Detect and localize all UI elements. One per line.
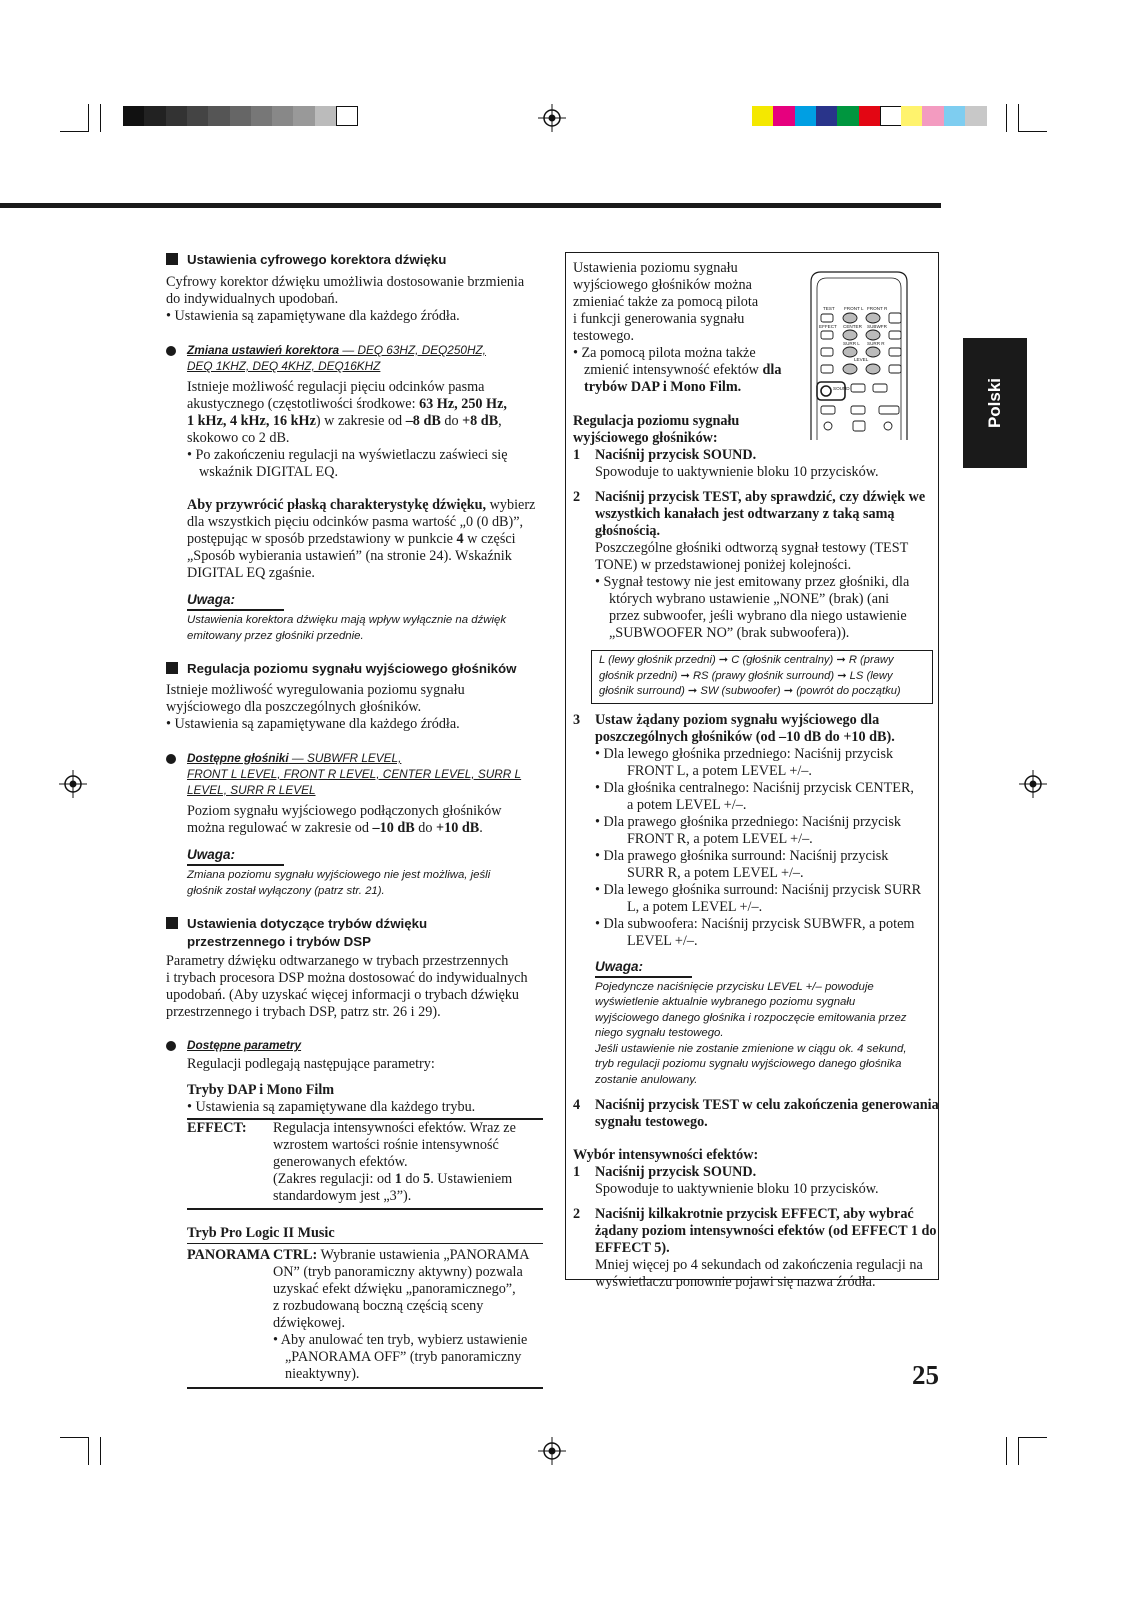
effect-step-1: 1 Naciśnij przycisk SOUND. Spowoduje to uaktywnienie bloku 10 przycisków. <box>573 1164 879 1197</box>
step-4: 4 Naciśnij przycisk TEST w celu zakończenia generowania sygnału testowego. <box>573 1097 939 1130</box>
dsp-item: Dostępne parametry <box>166 1037 546 1053</box>
eq-item: Zmiana ustawień korektora — DEQ 63HZ, DEQ250HZ, DEQ 1KHZ, DEQ 4KHZ, DEQ16KHZ <box>166 342 546 374</box>
step-1: 1 Naciśnij przycisk SOUND. Spowoduje to uaktywnienie bloku 10 przycisków. <box>573 447 879 480</box>
effect-procedure-heading: Wybór intensywności efektów: <box>573 1147 759 1163</box>
dsp-sub: Regulacji podlegają następujące parametry: <box>187 1056 435 1072</box>
color-swatch <box>144 106 166 126</box>
color-swatch <box>944 106 966 126</box>
levels-note: Uwaga: Zmiana poziomu sygnału wyjściowego nie jest możliwa, jeśli głośnik został wyłączony (patrz str. 21). <box>187 847 491 897</box>
color-swatch <box>816 106 838 126</box>
svg-text:FRONT L: FRONT L <box>844 306 864 311</box>
section-heading-levels: Regulacja poziomu sygnału wyjściowego głośników <box>166 660 546 678</box>
levels-intro: Istnieje możliwość wyregulowania poziomu sygnału wyjściowego dla poszczególnych głośników. • Ustawienia są zapamiętywane dla każdego źródła. <box>166 682 465 732</box>
svg-text:SURR L: SURR L <box>843 341 860 346</box>
color-swatch <box>773 106 795 126</box>
svg-text:SURR R: SURR R <box>867 341 885 346</box>
color-swatch <box>752 106 774 126</box>
test-tone-sequence: L (lewy głośnik przedni) ➞ C (głośnik centralny) ➞ R (prawy głośnik przedni) ➞ RS (prawy głośnik surround) ➞ LS (lewy głośnik surround) ➞ SW (subwoofer) ➞ (powrót do początku) <box>591 650 933 704</box>
header-rule <box>0 203 941 208</box>
color-swatch <box>965 106 987 126</box>
svg-text:SOUND: SOUND <box>833 386 850 391</box>
remote-intro: Ustawienia poziomu sygnału wyjściowego głośników można zmieniać także za pomocą pilota i funkcji generowania sygnału testowego. • Za pomocą pilota można także zmienić intensywność efektów dla trybów DAP i Mono Film. <box>573 260 782 395</box>
effect-step-2: 2 Naciśnij kilkakrotnie przycisk EFFECT, aby wybrać żądany poziom intensywności efektów (od EFFECT 1 do EFFECT 5). Mniej więcej po 4 sekundach od zakończenia regulacji na wyświetlaczu ponownie pojawi się nazwa źródła. <box>573 1206 937 1290</box>
svg-text:FRONT R: FRONT R <box>867 306 888 311</box>
color-swatch <box>922 106 944 126</box>
page-number: 25 <box>912 1360 939 1390</box>
level-procedure-heading: Regulacja poziomu sygnału wyjściowego głośników: <box>573 413 740 446</box>
registration-target-icon <box>59 770 87 798</box>
section-heading-dsp: Ustawienia dotyczące trybów dźwięku przestrzennego i trybów DSP <box>166 915 546 951</box>
eq-note: Uwaga: Ustawienia korektora dźwięku mają wpływ wyłącznie na dźwięk emitowany przez głośniki przednie. <box>187 592 507 642</box>
color-swatch <box>315 106 337 126</box>
color-swatch <box>187 106 209 126</box>
color-swatch <box>837 106 859 126</box>
level-note: Uwaga: Pojedyncze naciśnięcie przycisku LEVEL +/– powoduje wyświetlenie aktualnie wybranego poziomu sygnału wyjściowego danego głośnika i rozpoczęcie emitowania przez niego sygnału testowego. Jeśli ustawienie nie zostanie zmienione w ciągu ok. 4 sekund, tryb regulacji poziomu sygnału wyjściowego danego głośnika zostanie anulowany. <box>595 958 907 1086</box>
dap-table: Tryby DAP i Mono Film • Ustawienia są zapamiętywane dla każdego trybu. EFFECT: Regulacja intensywności efektów. Wraz ze wzrostem wartości rośnie intensywność generowanych efektów. (Zakres regulacji: od 1 do 5. Ustawieniem standardowym jest „3”). Tryb Pro Logic II Music PANORAMA CTRL: Wybranie ustawienia „PANORAMA ON” (tryb panoramiczny aktywny) pozwala uzyskać efekt dźwięku „panoramicznego”, z rozbudowaną boczną częścią sceny dźwiękowej. • Aby anulować ten tryb, wybierz ustawienie „PANORAMA OFF” (tryb panoramiczny nieaktywny). <box>187 1082 543 1389</box>
registration-target-icon <box>538 1437 566 1465</box>
dsp-intro: Parametry dźwięku odtwarzanego w trybach przestrzennych i trybach procesora DSP można dostosować do indywidualnych upodobań. (Aby uzyskać więcej informacji o trybach dźwięku przestrzennego i trybach DSP, patrz str. 26 i 29). <box>166 953 528 1020</box>
color-swatch <box>230 106 252 126</box>
left-column <box>166 251 546 1389</box>
color-swatch <box>123 106 145 126</box>
color-swatch <box>293 106 315 126</box>
color-swatch <box>251 106 273 126</box>
item-title: Zmiana ustawień korektora <box>187 343 340 357</box>
color-swatch <box>901 106 923 126</box>
registration-target-icon <box>538 104 566 132</box>
section-heading-eq: Ustawienia cyfrowego korektora dźwięku <box>166 251 546 269</box>
color-swatch <box>272 106 294 126</box>
svg-text:CENTER: CENTER <box>843 324 862 329</box>
svg-text:LEVEL: LEVEL <box>854 357 869 362</box>
language-tab: Polski <box>963 338 1027 468</box>
levels-item: Dostępne głośniki — SUBWFR LEVEL, FRONT L LEVEL, FRONT R LEVEL, CENTER LEVEL, SURR L LEVEL, SURR R LEVEL <box>166 750 546 798</box>
svg-text:EFFECT: EFFECT <box>819 324 837 329</box>
color-swatch <box>859 106 881 126</box>
color-swatch <box>166 106 188 126</box>
color-swatch <box>795 106 817 126</box>
right-column <box>573 260 939 1291</box>
color-swatch <box>208 106 230 126</box>
eq-intro: Cyfrowy korektor dźwięku umożliwia dostosowanie brzmienia do indywidualnych upodobań. • Ustawienia są zapamiętywane dla każdego źródła. <box>166 274 525 324</box>
svg-text:TEST: TEST <box>823 306 835 311</box>
color-swatch <box>336 106 358 126</box>
registration-target-icon <box>1019 770 1047 798</box>
svg-text:SUBWFR: SUBWFR <box>867 324 887 329</box>
levels-desc: Poziom sygnału wyjściowego podłączonych głośników można regulować w zakresie od –10 dB do +10 dB. <box>187 803 502 836</box>
eq-desc: Istnieje możliwość regulacji pięciu odcinków pasma akustycznego (częstotliwości środkowe: 63 Hz, 250 Hz, 1 kHz, 4 kHz, 16 kHz) w zakresie od –8 dB do +8 dB, skokowo co 2 dB. • Po zakończeniu regulacji na wyświetlaczu zaświeci się wskaźnik DIGITAL EQ. Aby przywrócić płaską charakterystykę dźwięku, wybierz dla wszystkich pięciu odcinków pasma wartość „0 (0 dB)”, postępując w sposób przedstawiony w punkcie 4 w części „Sposób wybierania ustawień” (na stronie 24). Wskaźnik DIGITAL EQ zgaśnie. <box>187 379 536 581</box>
step-3: 3 Ustaw żądany poziom sygnału wyjściowego dla poszczególnych głośników (od –10 dB do +10 dB). • Dla lewego głośnika przedniego: Naciśnij przycisk FRONT L, a potem LEVEL +/–. • Dla głośnika centralnego: Naciśnij przycisk CENTER, a potem LEVEL +/–. • Dla prawego głośnika przedniego: Naciśnij przycisk FRONT R, a potem LEVEL +/–. • Dla prawego głośnika surround: Naciśnij przycisk SURR R, a potem LEVEL +/–. • Dla lewego głośnika surround: Naciśnij przycisk SURR L, a potem LEVEL +/–. • Dla subwoofera: Naciśnij przycisk SUBWFR, a potem LEVEL +/–. <box>573 711 922 949</box>
step-2: 2 Naciśnij przycisk TEST, aby sprawdzić, czy dźwięk we wszystkich kanałach jest odtwarzany z taką samą głośnością. Poszczególne głośniki odtworzą sygnał testowy (TEST TONE) w przedstawionej poniżej kolejności. • Sygnał testowy nie jest emitowany przez głośniki, dla których wybrano ustawienie „NONE” (brak) (ani przez subwoofer, jeśli wybrano dla niego ustawienie „SUBWOOFER NO” (brak subwoofera)). <box>573 489 926 641</box>
color-swatch <box>880 106 902 126</box>
